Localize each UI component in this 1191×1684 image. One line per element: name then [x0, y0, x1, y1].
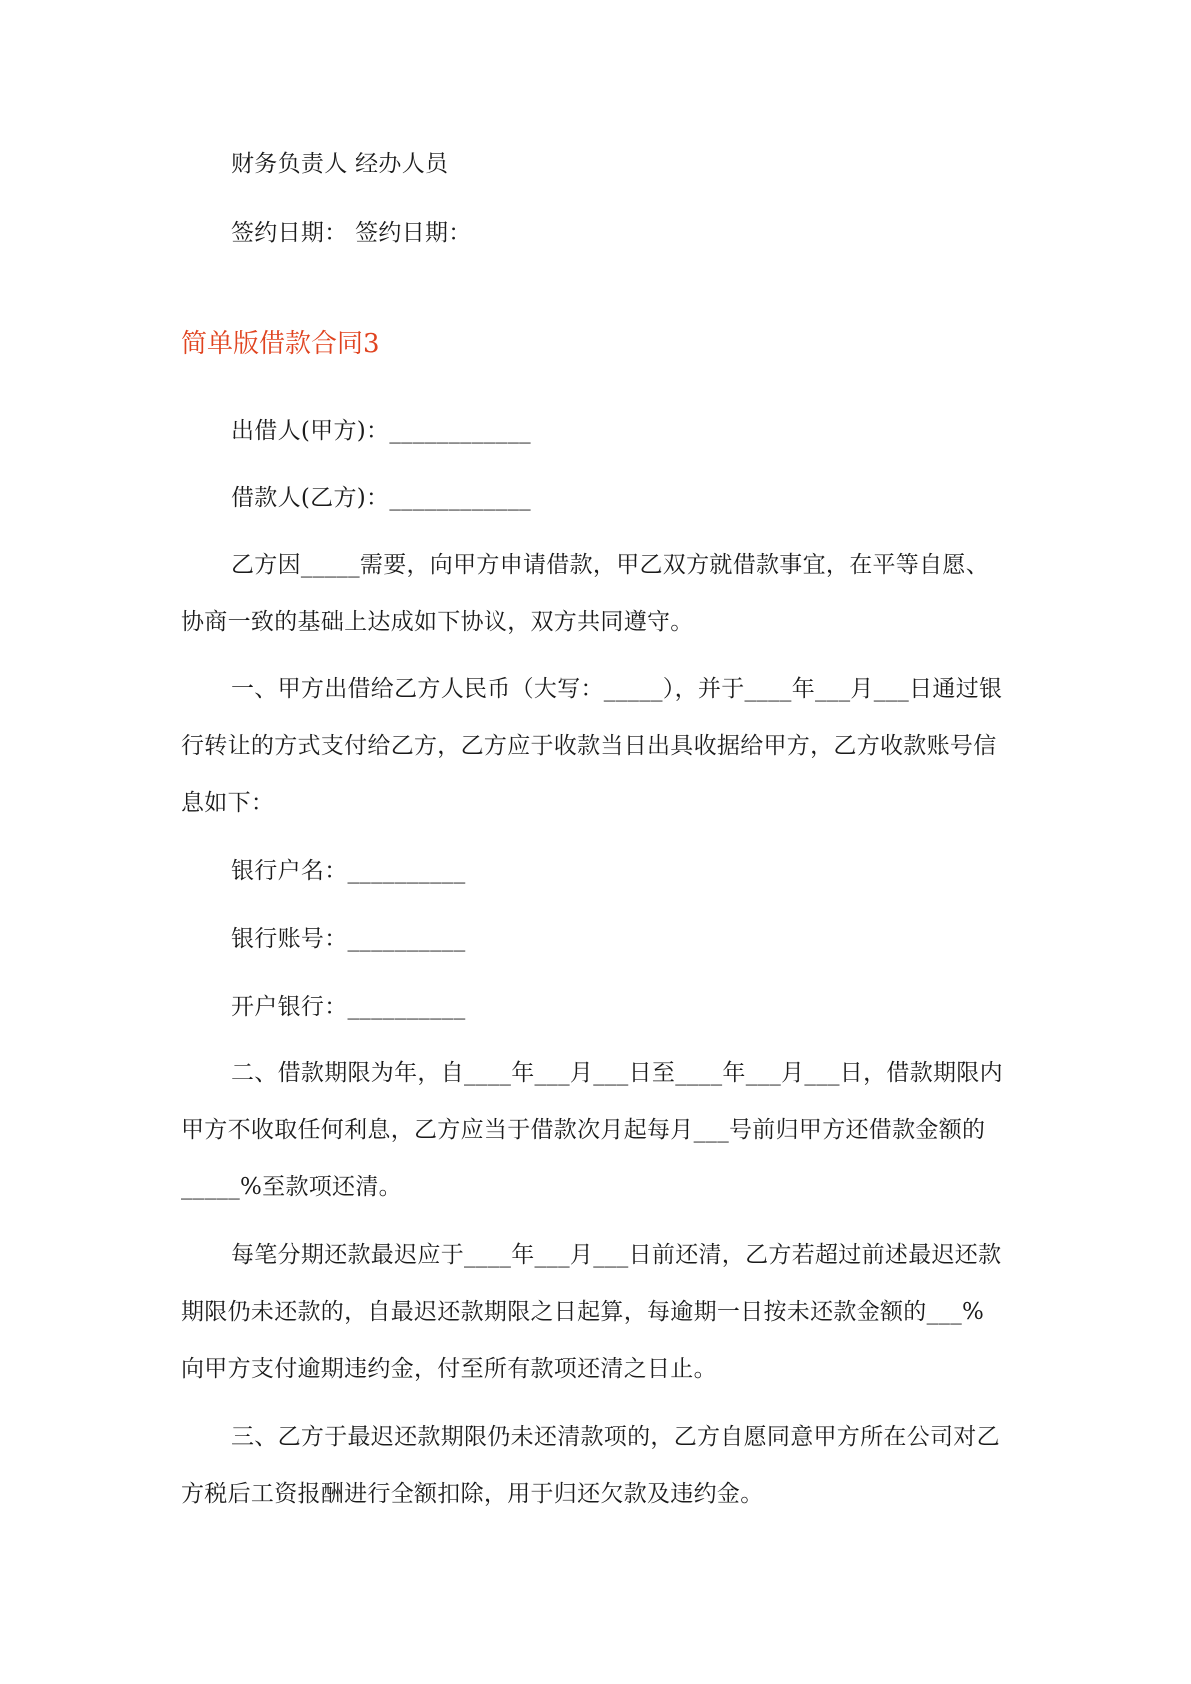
- installment-line-3: 向甲方支付逾期违约金，付至所有款项还清之日止。: [181, 1356, 717, 1382]
- clause2-line-2: 甲方不收取任何利息，乙方应当于借款次月起每月___号前归甲方还借款金额的: [181, 1117, 986, 1143]
- bank-account-name-line: 银行户名：__________: [231, 858, 466, 884]
- clause3-line-1: 三、乙方于最迟还款期限仍未还清款项的，乙方自愿同意甲方所在公司对乙: [231, 1424, 1000, 1450]
- clause2-line-1: 二、借款期限为年，自____年___月___日至____年___月___日，借款期限内: [231, 1060, 1003, 1086]
- installment-line-1: 每笔分期还款最迟应于____年___月___日前还清，乙方若超过前述最迟还款: [231, 1242, 1002, 1268]
- clause1-line-2: 行转让的方式支付给乙方，乙方应于收款当日出具收据给甲方，乙方收款账号信: [181, 733, 997, 759]
- installment-line-2: 期限仍未还款的，自最迟还款期限之日起算，每逾期一日按未还款金额的___%: [181, 1299, 985, 1325]
- bank-account-number-line: 银行账号：__________: [231, 926, 466, 952]
- clause1-line-3: 息如下：: [181, 790, 275, 816]
- signature-dates-line: 签约日期： 签约日期：: [231, 220, 472, 246]
- lender-line: 出借人(甲方)：____________: [231, 418, 531, 444]
- section-heading: 简单版借款合同3: [181, 329, 380, 359]
- intro-line-1: 乙方因_____需要，向甲方申请借款，甲乙双方就借款事宜，在平等自愿、: [231, 552, 989, 578]
- bank-name-line: 开户银行：__________: [231, 994, 466, 1020]
- clause2-line-3: _____%至款项还清。: [181, 1174, 402, 1200]
- clause1-line-1: 一、甲方出借给乙方人民币（大写：_____），并于____年___月___日通过银: [231, 676, 1003, 702]
- borrower-line: 借款人(乙方)：____________: [231, 485, 531, 511]
- clause3-line-2: 方税后工资报酬进行全额扣除，用于归还欠款及违约金。: [181, 1481, 764, 1507]
- signature-roles-line: 财务负责人 经办人员: [231, 151, 449, 177]
- intro-line-2: 协商一致的基础上达成如下协议，双方共同遵守。: [181, 609, 694, 635]
